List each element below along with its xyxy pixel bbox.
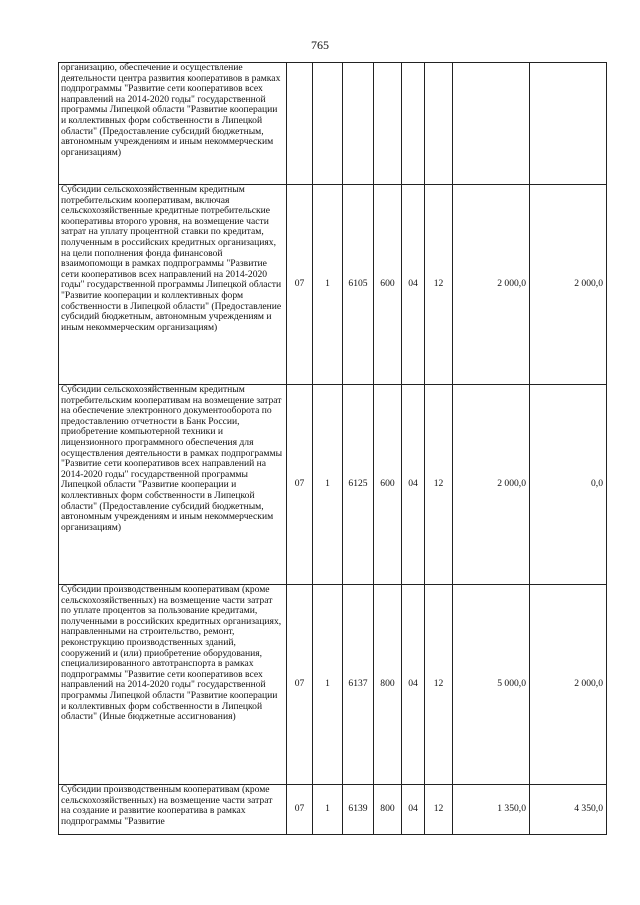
subsection-code-cell: 12 [425,185,453,385]
sum-2018-cell: 0,0 [530,385,607,585]
row-description: Субсидии сельскохозяйственным кредитным потребительским кооперативам, включая сельскохозяйственные кредитные потребительские кооперативы второго уровня, на возмещение части затрат на уплату процентной ставки по кредитам, полученным в российских кредитных организациях, на цели пополнения фонда финансовой взаимопомощи в рамках подпрограммы "Развитие сети кооперативов всех направлений на 2014-2020 годы" государственной программы Липецкой области "Развитие кооперации и коллективных форм собственности в Липецкой области" (Предоставление субсидий бюджетным, автономным учреждениям и иным некоммерческим организациям) [59,185,287,385]
table-row [59,785,607,835]
row-description: Субсидии сельскохозяйственным кредитным потребительским кооперативам на возмещение затрат на обеспечение электронного документооборота по предоставлению отчетности в Банк России, приобретение компьютерной техники и лицензионного программного обеспечения для осуществления деятельности в рамках подпрограммы "Развитие сети кооперативов всех направлений на 2014-2020 годы" государственной программы Липецкой области "Развитие кооперации и коллективных форм собственности в Липецкой области" (Предоставление субсидий бюджетным, автономным учреждениям и иным некоммерческим организациям) [59,385,287,585]
ministry-code-cell [287,63,313,185]
target-code-cell: 6105 [343,185,374,385]
page-number: 765 [311,38,329,52]
target-code-cell: 6139 [343,785,374,835]
budget-table [58,62,607,835]
part-code-cell: 04 [402,185,425,385]
subsection-code-cell: 12 [425,385,453,585]
row-description: Субсидии производственным кооперативам (кроме сельскохозяйственных) на возмещение части затрат на создание и развитие кооператива в рамках подпрограммы "Развитие [59,785,287,835]
section-code-cell [313,63,343,185]
table-row [59,385,607,585]
subsection-code-cell: 12 [425,785,453,835]
target-code-cell: 6137 [343,585,374,785]
part-code-cell: 04 [402,385,425,585]
subsection-code-cell: 12 [425,585,453,785]
part-code-cell [402,63,425,185]
table-row [59,63,607,185]
sum-2017-cell: 2 000,0 [453,185,530,385]
sum-2018-cell: 2 000,0 [530,185,607,385]
target-code-cell [343,63,374,185]
ministry-code-cell: 07 [287,785,313,835]
section-code-cell: 1 [313,185,343,385]
expense-type-cell [374,63,402,185]
expense-type-cell: 600 [374,185,402,385]
row-description: организацию, обеспечение и осуществление деятельности центра развития кооперативов в рамках подпрограммы "Развитие сети кооперативов всех направлений на 2014-2020 годы" государственной программы Липецкой области "Развитие кооперации и коллективных форм собственности в Липецкой области" (Предоставление субсидий бюджетным, автономным учреждениям и иным некоммерческим организациям) [59,63,287,185]
section-code-cell: 1 [313,385,343,585]
sum-2018-cell: 4 350,0 [530,785,607,835]
row-description: Субсидии производственным кооперативам (кроме сельскохозяйственных) на возмещение части затрат по уплате процентов за пользование кредитами, полученными в российских кредитных организациях, направленными на строительство, ремонт, реконструкцию производственных зданий, сооружений и (или) приобретение оборудования, специализированного автотранспорта в рамках подпрограммы "Развитие сети кооперативов всех направлений на 2014-2020 годы" государственной программы Липецкой области "Развитие кооперации и коллективных форм собственности в Липецкой области" (Иные бюджетные ассигнования) [59,585,287,785]
subsection-code-cell [425,63,453,185]
sum-2017-cell [453,63,530,185]
sum-2017-cell: 1 350,0 [453,785,530,835]
expense-type-cell: 800 [374,785,402,835]
part-code-cell: 04 [402,585,425,785]
sum-2018-cell [530,63,607,185]
ministry-code-cell: 07 [287,585,313,785]
sum-2017-cell: 5 000,0 [453,585,530,785]
sum-2017-cell: 2 000,0 [453,385,530,585]
section-code-cell: 1 [313,785,343,835]
target-code-cell: 6125 [343,385,374,585]
expense-type-cell: 600 [374,385,402,585]
ministry-code-cell: 07 [287,385,313,585]
part-code-cell: 04 [402,785,425,835]
expense-type-cell: 800 [374,585,402,785]
sum-2018-cell: 2 000,0 [530,585,607,785]
ministry-code-cell: 07 [287,185,313,385]
table-row [59,585,607,785]
section-code-cell: 1 [313,585,343,785]
table-row [59,185,607,385]
